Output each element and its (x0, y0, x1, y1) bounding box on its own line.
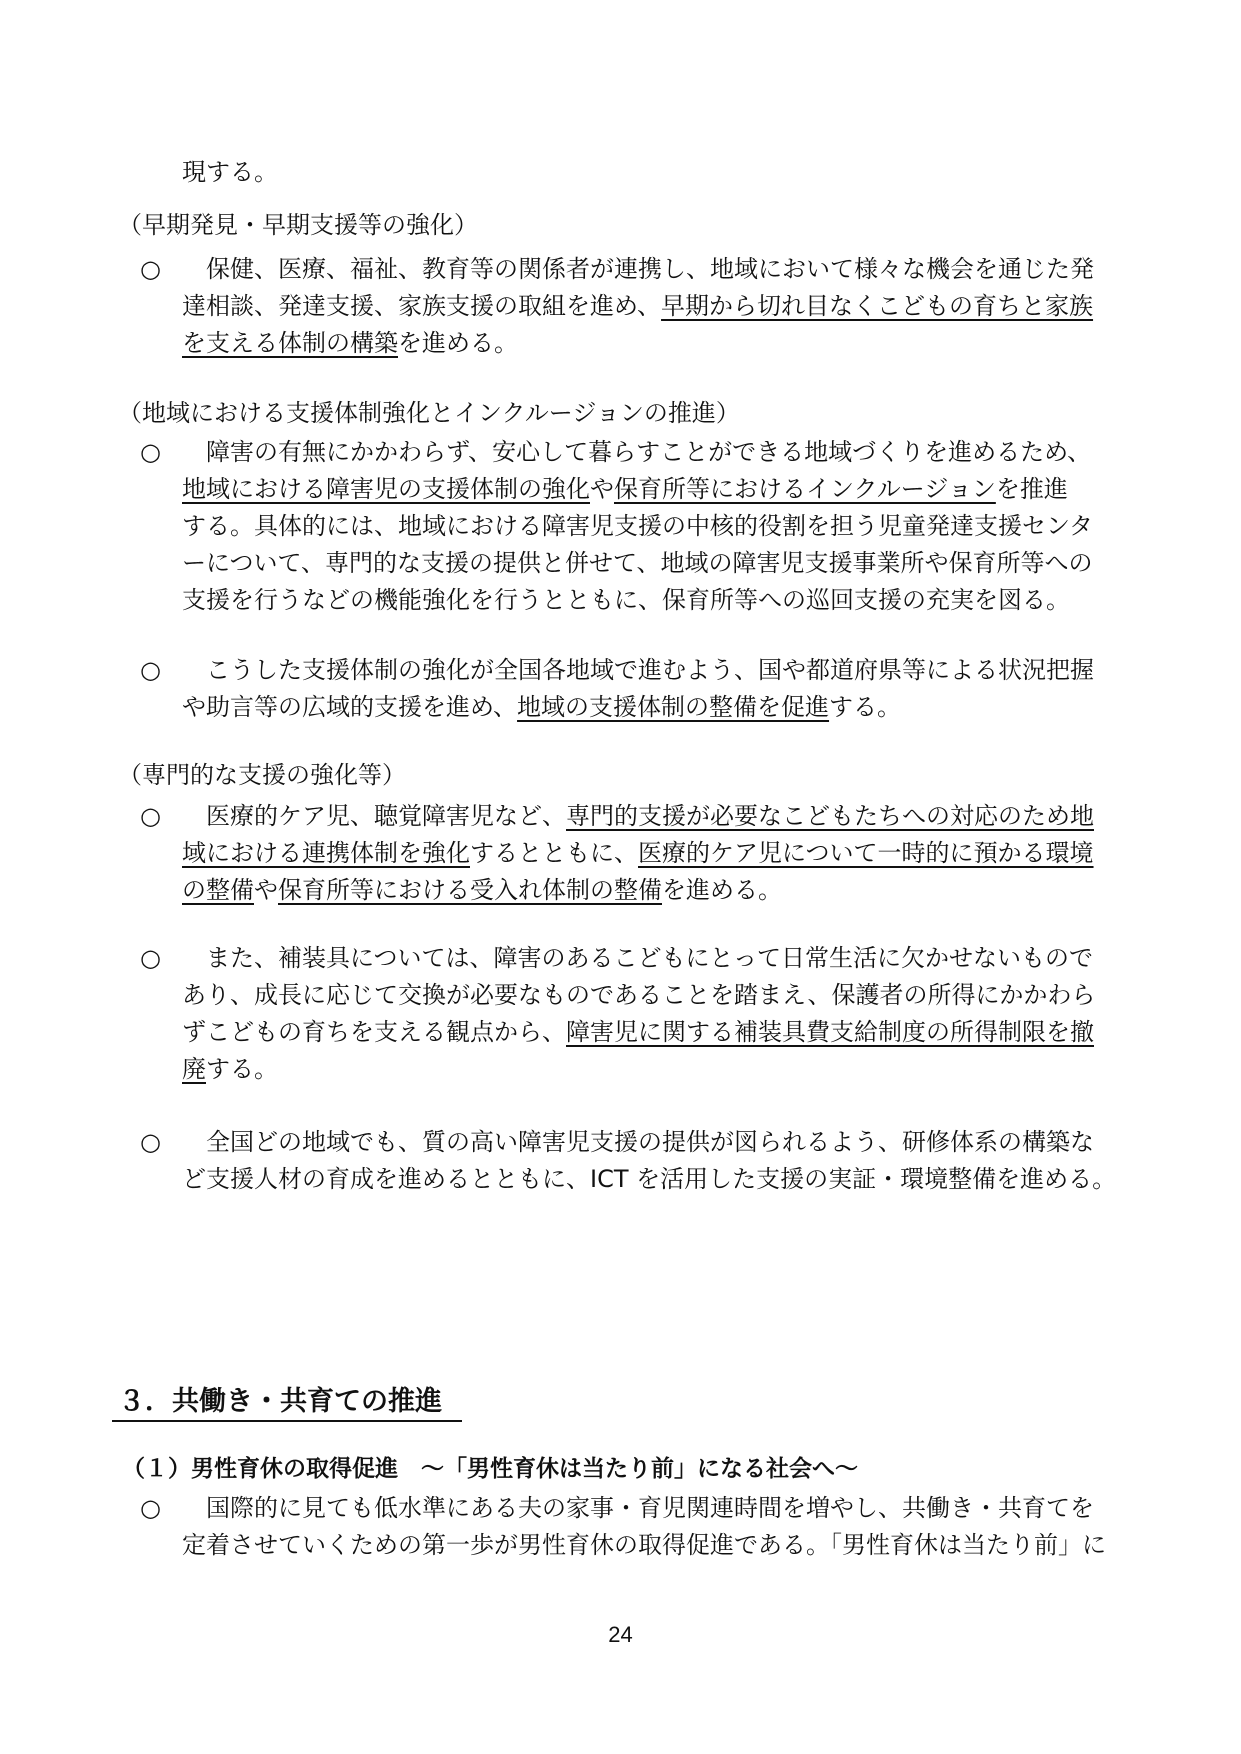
text-line: 障害の有無にかかわらず、安心して暮らすことができる地域づくりを進めるため、 (182, 438, 1092, 466)
section-heading-early-support: （早期発見・早期支援等の強化） (118, 211, 478, 239)
item-body (182, 940, 1095, 1088)
text-line: 全国どの地域でも、質の高い障害児支援の提供が図られるよう、研修体系の構築な (182, 1128, 1094, 1156)
underlined-emphasis: 廃 (182, 1055, 206, 1083)
text-line: の整備や保育所等における受入れ体制の整備を進める。 (182, 876, 782, 904)
text-line: ど支援人材の育成を進めるとともに、ICT を活用した支援の実証・環境整備を進める。 (182, 1165, 1117, 1193)
text-line: こうした支援体制の強化が全国各地域で進むよう、国や都道府県等による状況把握 (182, 656, 1094, 684)
text-line: 医療的ケア児、聴覚障害児など、専門的支援が必要なこどもたちへの対応のため地 (182, 802, 1094, 830)
underlined-emphasis: 地域における障害児の支援体制の強化 (182, 475, 590, 503)
underlined-emphasis: 障害児に関する補装具費支給制度の所得制限を撤 (566, 1018, 1094, 1046)
underlined-emphasis: 保育所等におけるインクルージョン (614, 475, 996, 503)
text-line: や助言等の広域的支援を進め、地域の支援体制の整備を促進する。 (182, 693, 902, 721)
bullet-mark: ○ (140, 944, 161, 972)
text-line: 地域における障害児の支援体制の強化や保育所等におけるインクルージョンを推進 (182, 475, 1068, 503)
bullet-mark: ○ (140, 802, 161, 830)
item-body (182, 251, 1094, 362)
underlined-emphasis: 早期から切れ目なくこどもの育ちと家族 (661, 292, 1094, 320)
item-body (182, 652, 1094, 726)
text-line: 国際的に見ても低水準にある夫の家事・育児関連時間を増やし、共働き・共育てを (182, 1494, 1094, 1522)
item-body (182, 798, 1094, 909)
text-line: する。具体的には、地域における障害児支援の中核的役割を担う児童発達支援センタ (182, 512, 1094, 540)
text-line: あり、成長に応じて交換が必要なものであることを踏まえ、保護者の所得にかかわら (182, 981, 1096, 1009)
text-line: 定着させていくための第一歩が男性育休の取得促進である。「男性育休は当たり前」に (182, 1531, 1106, 1559)
text-line: 廃する。 (182, 1055, 278, 1083)
section-heading-inclusion: （地域における支援体制強化とインクルージョンの推進） (118, 399, 740, 427)
section-heading-specialized: （専門的な支援の強化等） (118, 761, 406, 789)
underlined-emphasis: 域における連携体制を強化 (182, 839, 470, 867)
underlined-emphasis: 地域の支援体制の整備を促進 (517, 693, 830, 721)
chapter-heading: ３．共働き・共育ての推進 (112, 1384, 462, 1422)
text-line: 支援を行うなどの機能強化を行うとともに、保育所等への巡回支援の充実を図る。 (182, 586, 1070, 614)
item-body (182, 1124, 1116, 1198)
bullet-mark: ○ (140, 255, 161, 283)
text-line: を支える体制の構築を進める。 (182, 329, 518, 357)
bullet-mark: ○ (140, 1128, 161, 1156)
underlined-emphasis: の整備 (182, 876, 254, 904)
bullet-mark: ○ (140, 438, 161, 466)
text-line: 保健、医療、福祉、教育等の関係者が連携し、地域において様々な機会を通じた発 (182, 255, 1094, 283)
text-line: また、補装具については、障害のあるこどもにとって日常生活に欠かせないもので (182, 944, 1094, 972)
bullet-mark: ○ (140, 1494, 161, 1522)
text-line: ずこどもの育ちを支える観点から、障害児に関する補装具費支給制度の所得制限を撤 (182, 1018, 1094, 1046)
text-line: 達相談、発達支援、家族支援の取組を進め、早期から切れ目なくこどもの育ちと家族 (182, 292, 1094, 320)
underlined-emphasis: 専門的支援が必要なこどもたちへの対応のため地 (566, 802, 1094, 830)
subsection-heading: （１）男性育休の取得促進 ～「男性育休は当たり前」になる社会へ～ (122, 1456, 858, 1482)
text-line: 域における連携体制を強化するとともに、医療的ケア児について一時的に預かる環境 (182, 839, 1094, 867)
item-body (182, 434, 1093, 619)
text-line: ーについて、専門的な支援の提供と併せて、地域の障害児支援事業所や保育所等への (182, 549, 1093, 577)
underlined-emphasis: 保育所等における受入れ体制の整備 (278, 876, 662, 904)
page-number: 24 (608, 1622, 633, 1647)
bullet-mark: ○ (140, 656, 161, 684)
item-body (182, 1490, 1106, 1564)
underlined-emphasis: を支える体制の構築 (182, 329, 398, 357)
underlined-emphasis: 医療的ケア児について一時的に預かる環境 (638, 839, 1094, 867)
lead-text: 現する。 (182, 158, 278, 186)
